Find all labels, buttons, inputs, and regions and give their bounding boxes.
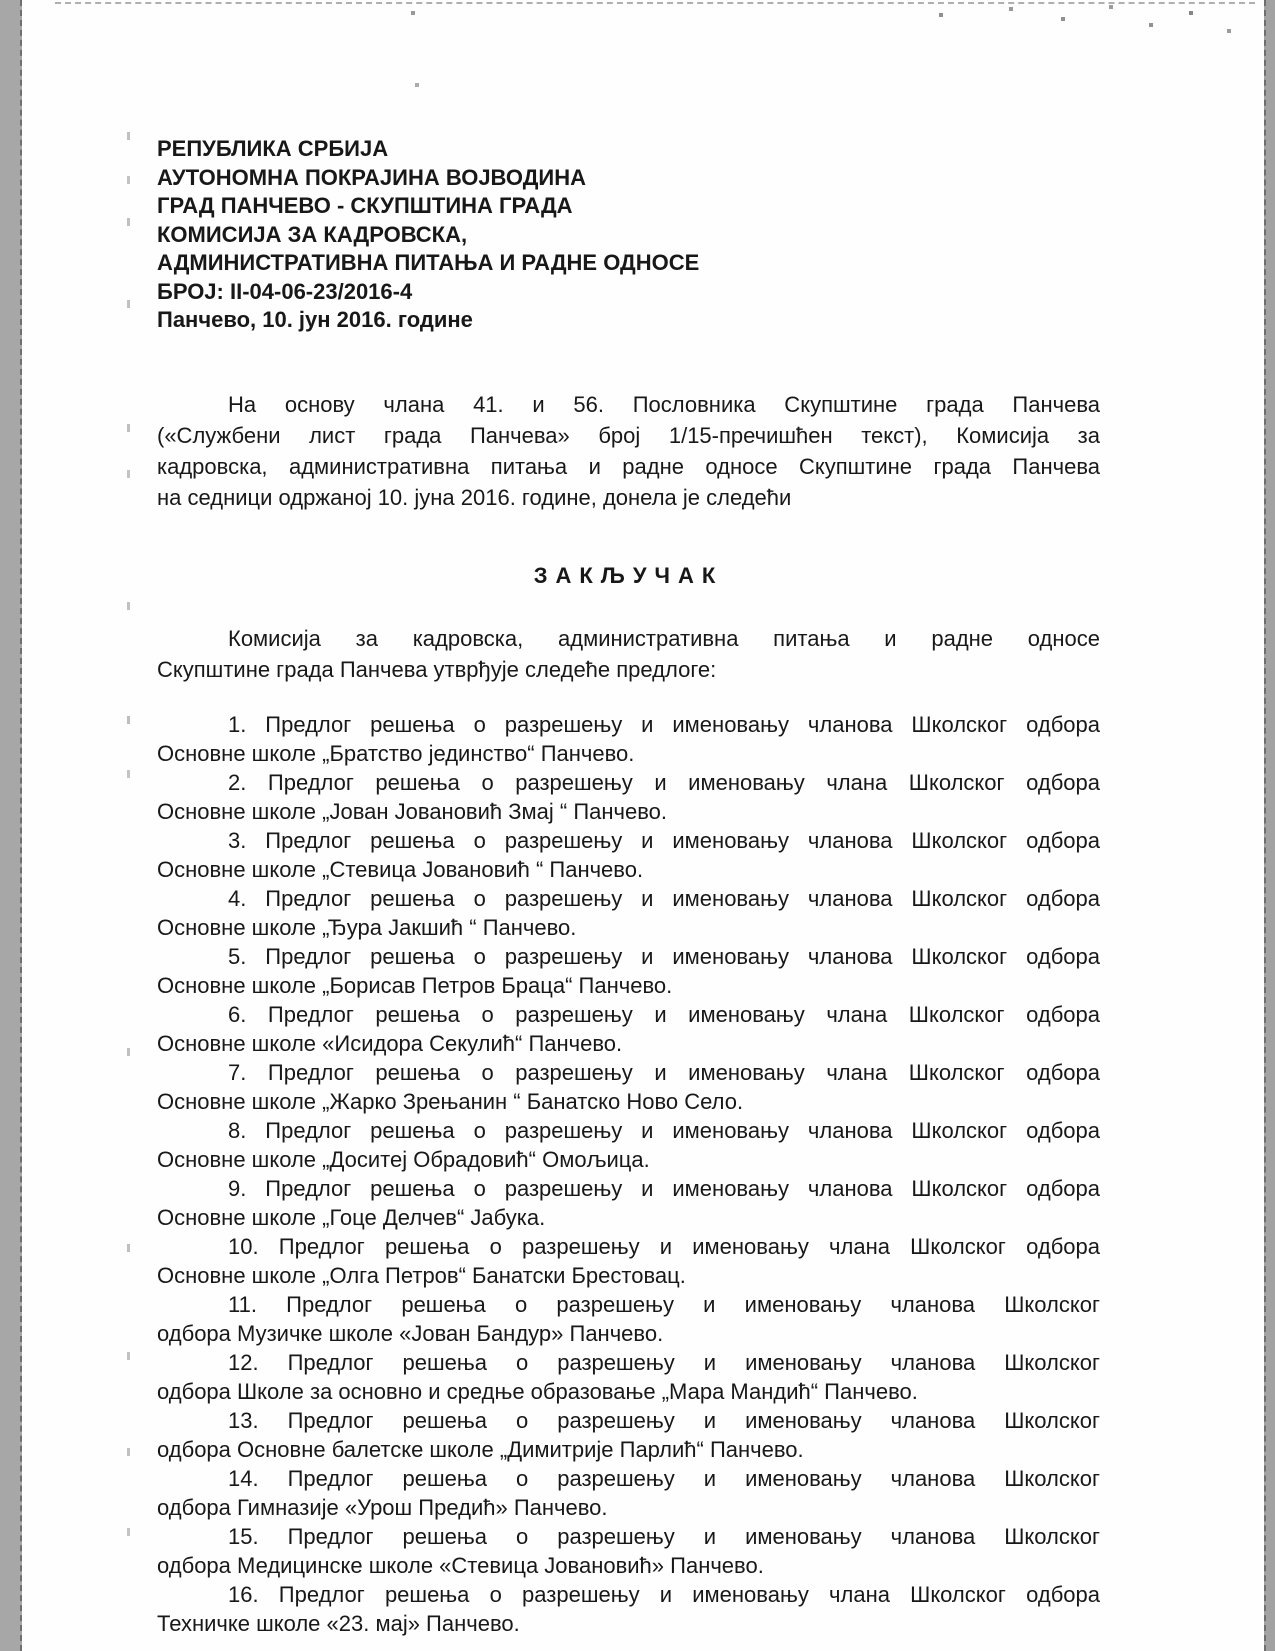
text-line: 4. Предлог решења о разрешењу и именовању чланова Школског одбора	[228, 886, 1100, 911]
proposal-item	[157, 1580, 1100, 1638]
conclusion-heading: ЗАКЉУЧАК	[533, 563, 724, 588]
scan-speckles	[0, 0, 2, 2]
text-line: одбора Основне балетске школе „Димитрије Парлић“ Панчево.	[157, 1437, 804, 1462]
text-line: АУТОНОМНА ПОКРАЈИНА ВОЈВОДИНА	[157, 164, 586, 190]
proposals-list	[157, 710, 1100, 1638]
text-line: КОМИСИЈА ЗА КАДРОВСКА,	[157, 221, 468, 247]
text-line: БРОЈ: II-04-06-23/2016-4	[157, 278, 413, 304]
proposal-item	[157, 1232, 1100, 1290]
text-line: Панчево, 10. јун 2016. године	[157, 307, 473, 332]
text-line: одбора Медицинске школе «Стевица Јовановић» Панчево.	[157, 1553, 764, 1578]
text-line: Основне школе „Стевица Јовановић “ Панчево.	[157, 857, 644, 882]
text-line: 15. Предлог решења о разрешењу и именовању чланова Школског	[228, 1524, 1100, 1549]
proposal-item	[157, 1174, 1100, 1232]
text-line: Скупштине града Панчева утврђује следеће предлоге:	[157, 657, 717, 682]
text-line: Основне школе „Доситеј Обрадовић“ Омољица.	[157, 1147, 650, 1172]
text-line: АДМИНИСТРАТИВНА ПИТАЊА И РАДНЕ ОДНОСЕ	[157, 250, 700, 275]
proposal-item	[157, 1290, 1100, 1348]
scan-margin-marks	[127, 0, 130, 8]
text-line: 7. Предлог решења о разрешењу и именовању члана Школског одбора	[228, 1060, 1100, 1085]
scan-top-noise	[55, 2, 1255, 4]
text-line: 8. Предлог решења о разрешењу и именовању чланова Школског одбора	[228, 1118, 1100, 1143]
text-line: Основне школе „Олга Петров“ Банатски Брестовац.	[157, 1263, 686, 1288]
text-line: Основне школе „Јован Јовановић Змај “ Панчево.	[157, 799, 668, 824]
text-line: Основне школе „Ђура Јакшић “ Панчево.	[157, 915, 577, 940]
text-line: 9. Предлог решења о разрешењу и именовању чланова Школског одбора	[228, 1176, 1100, 1201]
text-line: 16. Предлог решења о разрешењу и именовању члана Школског одбора	[228, 1582, 1100, 1607]
text-line: 14. Предлог решења о разрешењу и именовању чланова Школског	[228, 1466, 1100, 1491]
text-line: Основне школе „Гоце Делчев“ Јабука.	[157, 1205, 546, 1230]
text-line: 1. Предлог решења о разрешењу и именовању чланова Школског одбора	[228, 712, 1100, 737]
text-line: ГРАД ПАНЧЕВО - СКУПШТИНА ГРАДА	[157, 193, 573, 218]
text-line: На основу члана 41. и 56. Пословника Скупштине града Панчева	[228, 392, 1100, 417]
proposal-item	[157, 1522, 1100, 1580]
proposal-item	[157, 1058, 1100, 1116]
text-line: Основне школе „Борисав Петров Браца“ Панчево.	[157, 973, 673, 998]
proposal-item	[157, 1406, 1100, 1464]
intro-paragraph	[157, 389, 1100, 513]
text-line: Основне школе «Исидора Секулић“ Панчево.	[157, 1031, 623, 1056]
scan-edge-right	[1264, 0, 1275, 1651]
letterhead	[157, 135, 1100, 335]
text-line: Комисија за кадровска, административна питања и радне односе	[228, 626, 1100, 651]
text-line: 10. Предлог решења о разрешењу и именовању члана Школског одбора	[228, 1234, 1100, 1259]
proposal-item	[157, 884, 1100, 942]
text-line: на седници одржаној 10. јуна 2016. године, донела је следећи	[157, 485, 792, 510]
proposal-item	[157, 1464, 1100, 1522]
text-line: 6. Предлог решења о разрешењу и именовању члана Школског одбора	[228, 1002, 1100, 1027]
text-line: 11. Предлог решења о разрешењу и именовању чланова Школског	[228, 1292, 1100, 1317]
text-line: РЕПУБЛИКА СРБИЈА	[157, 136, 389, 161]
text-line: кадровска, административна питања и радне односе Скупштине града Панчева	[157, 454, 1100, 479]
text-line: Основне школе „Жарко Зрењанин “ Банатско Ново Село.	[157, 1089, 744, 1114]
resolution-paragraph	[157, 623, 1100, 685]
text-line: 2. Предлог решења о разрешењу и именовању члана Школског одбора	[228, 770, 1100, 795]
proposal-item	[157, 1116, 1100, 1174]
text-line: одбора Гимназије «Урош Предић» Панчево.	[157, 1495, 608, 1520]
text-line: («Службени лист града Панчева» број 1/15-пречишћен текст), Комисија за	[157, 423, 1100, 448]
proposal-item	[157, 768, 1100, 826]
text-line: Основне школе „Братство јединство“ Панчево.	[157, 741, 635, 766]
text-line: 3. Предлог решења о разрешењу и именовању чланова Школског одбора	[228, 828, 1100, 853]
text-line: одбора Музичке школе «Јован Бандур» Панчево.	[157, 1321, 664, 1346]
proposal-item	[157, 1000, 1100, 1058]
text-line: 12. Предлог решења о разрешењу и именовању чланова Школског	[228, 1350, 1100, 1375]
scan-edge-left	[0, 0, 22, 1651]
proposal-item	[157, 942, 1100, 1000]
text-line: 13. Предлог решења о разрешењу и именовању чланова Школског	[228, 1408, 1100, 1433]
text-line: одбора Школе за основно и средње образовање „Мара Мандић“ Панчево.	[157, 1379, 918, 1404]
proposal-item	[157, 710, 1100, 768]
text-line: Техничке школе «23. мај» Панчево.	[157, 1611, 520, 1636]
proposal-item	[157, 1348, 1100, 1406]
proposal-item	[157, 826, 1100, 884]
text-line: 5. Предлог решења о разрешењу и именовању чланова Школског одбора	[228, 944, 1100, 969]
